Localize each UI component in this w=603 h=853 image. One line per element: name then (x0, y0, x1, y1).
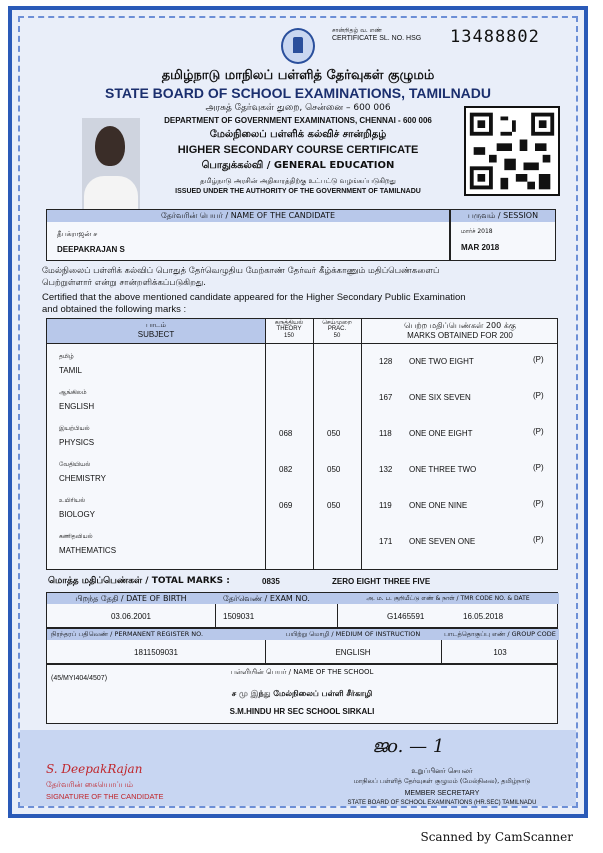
secretary-title-ta: உறுப்பினர் செயலர் (411, 767, 473, 775)
dob-cell: பிறந்த தேதி / DATE OF BIRTH 03.06.2001 (47, 593, 216, 629)
subject-name: BIOLOGY (59, 510, 96, 519)
total-subject-marks: 128 (379, 357, 393, 366)
subject-header: பாடம் SUBJECT (47, 319, 266, 343)
school-label: பள்ளியின் பெயர் / NAME OF THE SCHOOL (230, 668, 374, 676)
pass-status: (P) (533, 355, 544, 364)
secretary-board-ta: மாநிலப் பள்ளித் தேர்வுகள் குழுமம் (மேல்நிலை), தமிழ்நாடு (353, 777, 531, 785)
authority-en: ISSUED UNDER THE AUTHORITY OF THE GOVERNMENT OF TAMILNADU (175, 188, 421, 195)
candidate-name: DEEPAKRAJAN S (57, 245, 125, 254)
subject-name-ta: உயிரியல் (59, 497, 86, 504)
board-name-en: STATE BOARD OF SCHOOL EXAMINATIONS, TAMILNADU (104, 85, 492, 101)
theory-header: கருத்தியல் THEORY 150 (265, 319, 314, 343)
permanent-register-no: 1811509031 (134, 648, 178, 657)
school-reference: (45/MYI404/4507) (51, 675, 108, 682)
details-row-2 (46, 628, 558, 664)
marks-in-words: ONE ONE EIGHT (409, 429, 473, 438)
practical-marks: 050 (327, 465, 341, 474)
candidate-name-box: தேர்வரின் பெயர் / NAME OF THE CANDIDATE தீபக்ராஜன் ச DEEPAKRAJAN S (46, 209, 450, 261)
pass-status: (P) (533, 535, 544, 544)
session-box: பருவம் / SESSION மார்ச் 2018 MAR 2018 (450, 209, 556, 261)
pass-status: (P) (533, 427, 544, 436)
details-row-1 (46, 592, 558, 628)
total-subject-marks: 171 (379, 537, 393, 546)
certificate (8, 6, 588, 818)
statement-ta-2: பெற்றுள்ளார் என்று சான்றளிக்கப்படுகிறது. (42, 278, 206, 288)
tamilnadu-emblem-icon (281, 28, 315, 64)
subject-name: CHEMISTRY (59, 474, 106, 483)
group-cell: பாடத்தொகுப்பு எண் / GROUP CODE 103 (441, 629, 559, 665)
session-value: MAR 2018 (461, 243, 500, 252)
subject-name: ENGLISH (59, 402, 95, 411)
subject-name-ta: கணிதவியல் (59, 533, 93, 540)
secretary-signature: ജo. — 1 (372, 736, 445, 757)
subject-name-ta: ஆங்கிலம் (59, 389, 87, 396)
candidate-name-ta: தீபக்ராஜன் ச (57, 230, 98, 238)
scanner-watermark: Scanned by CamScanner (420, 830, 573, 844)
school-name: S.M.HINDU HR SEC SCHOOL SIRKALI (229, 707, 375, 716)
subject-name-ta: தமிழ் (59, 353, 74, 360)
qr-code (464, 106, 560, 196)
theory-marks: 068 (279, 429, 293, 438)
total-marks-label: மொத்த மதிப்பெண்கள் / TOTAL MARKS : (48, 576, 230, 586)
subject-name-ta: வேதியியல் (59, 461, 91, 468)
certificate-title-ta: மேல்நிலைப் பள்ளிக் கல்விச் சான்றிதழ் (209, 129, 387, 140)
candidate-signature-label-ta: தேர்வரின் கையொப்பம் (46, 780, 134, 789)
marks-in-words: ONE THREE TWO (409, 465, 477, 474)
practical-marks: 050 (327, 429, 341, 438)
tmr-cell: அ. ம. ப. குறியீட்டு எண் & நாள் / TMR CODE NO. & DATE G1465591 16.05.2018 (337, 593, 559, 629)
obtained-header: பெற்ற மதிப்பெண்கள் 200 க்கு MARKS OBTAINED FOR 200 (404, 321, 516, 340)
total-subject-marks: 132 (379, 465, 393, 474)
total-marks-words: ZERO EIGHT THREE FIVE (332, 577, 431, 586)
pass-status: (P) (533, 391, 544, 400)
serial-label: சான்றிதழ் வ. எண் CERTIFICATE SL. NO. HSG (332, 27, 422, 42)
theory-marks: 082 (279, 465, 293, 474)
medium-cell: பயிற்று மொழி / MEDIUM OF INSTRUCTION ENGLISH (265, 629, 442, 665)
date-of-birth: 03.06.2001 (110, 612, 152, 621)
perm-cell: நிரந்தரப் பதிவெண் / PERMANENT REGISTER NO. 1811509031 (47, 629, 266, 665)
practical-marks: 050 (327, 501, 341, 510)
authority-ta: தமிழ்நாடு அரசின் அதிகாரத்திற்கு உட்பட்டு வழங்கப்படுகிறது (200, 177, 396, 185)
statement-ta-1: மேல்நிலைப் பள்ளிக் கல்விப் பொதுத் தேர்வெழுதிய மேற்காண் தேர்வர் கீழ்க்காணும் மதிப்பெண்களைப் (42, 266, 440, 276)
statement-en-1: Certified that the above mentioned candidate appeared for the Higher Secondary Public Examination (42, 292, 466, 303)
serial-number: 13488802 (450, 27, 540, 47)
department-en: DEPARTMENT OF GOVERNMENT EXAMINATIONS, CHENNAI - 600 006 (164, 116, 432, 125)
total-marks-value: 0835 (262, 577, 280, 586)
total-subject-marks: 167 (379, 393, 393, 402)
pass-status: (P) (533, 463, 544, 472)
total-subject-marks: 119 (379, 501, 392, 510)
total-subject-marks: 118 (379, 429, 392, 438)
candidate-signature: S. DeepakRajan (46, 762, 143, 776)
subject-name: MATHEMATICS (59, 546, 117, 555)
certificate-title-en: HIGHER SECONDARY COURSE CERTIFICATE (177, 144, 419, 156)
tmr-code: G1465591 (387, 612, 425, 621)
prac-header: செய்முறை PRAC. 50 (313, 319, 362, 343)
candidate-signature-label: SIGNATURE OF THE CANDIDATE (46, 792, 164, 801)
group-code: 103 (493, 648, 507, 657)
board-name-ta: தமிழ்நாடு மாநிலப் பள்ளித் தேர்வுகள் குழுமம் (161, 68, 435, 83)
marks-in-words: ONE TWO EIGHT (409, 357, 474, 366)
statement-en-2: and obtained the following marks : (42, 304, 187, 315)
marks-table (46, 318, 558, 570)
subject-name: PHYSICS (59, 438, 95, 447)
secretary-board: STATE BOARD OF SCHOOL EXAMINATIONS (HR.SEC) TAMILNADU (347, 800, 537, 806)
marks-in-words: ONE SEVEN ONE (409, 537, 476, 546)
candidate-photo (82, 118, 140, 210)
subject-name-ta: இயற்பியல் (59, 425, 90, 432)
education-type: பொதுக்கல்வி / GENERAL EDUCATION (201, 160, 395, 171)
school-name-ta: ச மு இந்து மேல்நிலைப் பள்ளி சீர்காழி (231, 689, 373, 698)
marks-in-words: ONE SIX SEVEN (409, 393, 471, 402)
marks-in-words: ONE ONE NINE (409, 501, 468, 510)
pass-status: (P) (533, 499, 544, 508)
tmr-date: 16.05.2018 (463, 612, 504, 621)
department-ta: அரசுத் தேர்வுகள் துறை, சென்னை – 600 006 (205, 103, 391, 113)
exam-number: 1509031 (223, 612, 255, 621)
exam-no-cell: தேர்வெண் / EXAM NO. 1509031 (215, 593, 338, 629)
theory-marks: 069 (279, 501, 293, 510)
medium-of-instruction: ENGLISH (335, 648, 371, 657)
subject-name: TAMIL (59, 366, 82, 375)
school-box (46, 664, 558, 724)
secretary-title: MEMBER SECRETARY (404, 790, 480, 797)
